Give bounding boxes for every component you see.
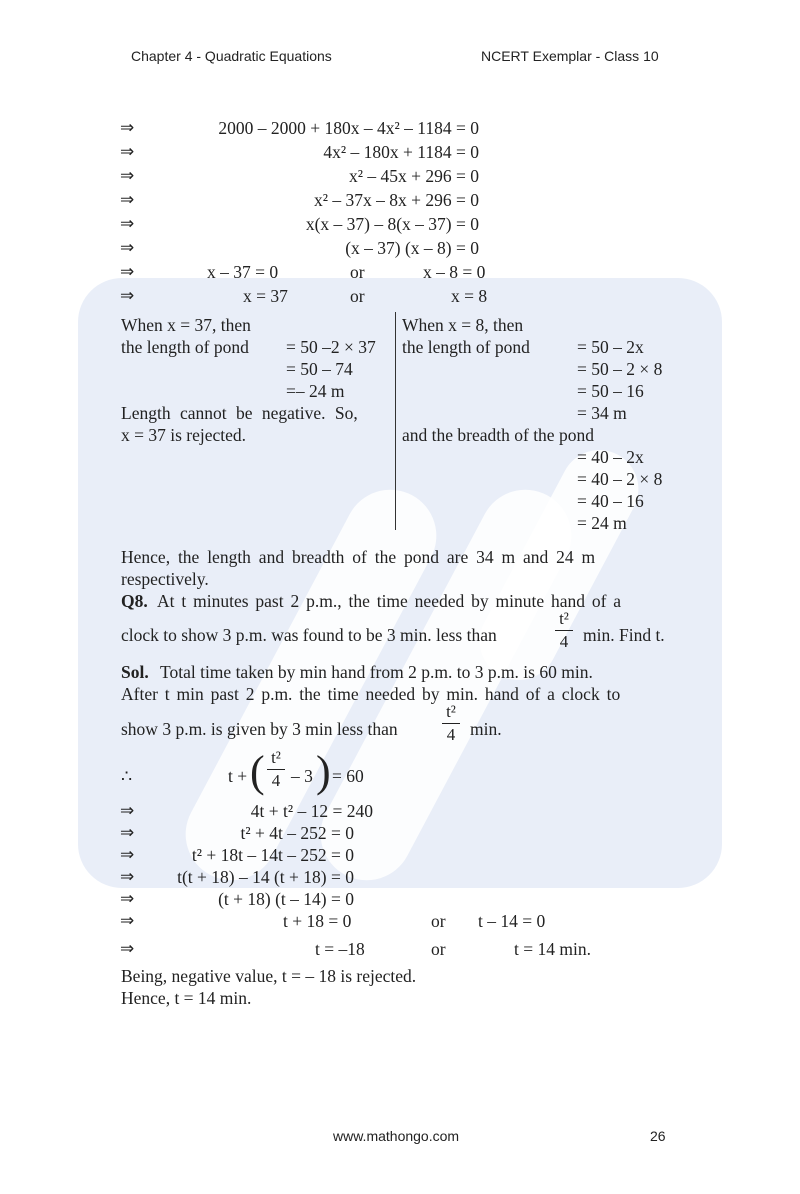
equation-line: t² + 18t – 14t – 252 = 0: [191, 845, 354, 865]
left-parenthesis: (: [250, 747, 265, 796]
calc-line: = 40 – 2 × 8: [577, 469, 663, 489]
solution-text: show 3 p.m. is given by 3 min less than: [121, 719, 398, 739]
rejection-text: Length cannot be negative. So,: [121, 403, 358, 423]
implies-symbol: ⇒: [120, 911, 135, 930]
breadth-label: and the breadth of the pond: [402, 425, 594, 445]
or-word: or: [350, 286, 365, 306]
equation-line: (t + 18) (t – 14) = 0: [218, 889, 354, 909]
calc-line: = 50 – 74: [286, 359, 353, 379]
root-value: t = –18: [315, 939, 365, 959]
solution-text: After t min past 2 p.m. the time needed by min. hand of a clock to: [121, 684, 621, 704]
fraction-bar: [442, 723, 460, 724]
implies-symbol: ⇒: [120, 823, 135, 842]
implies-symbol: ⇒: [120, 166, 135, 185]
implies-symbol: ⇒: [120, 286, 135, 305]
equation-line: t(t + 18) – 14 (t + 18) = 0: [177, 867, 354, 887]
calc-line: = 50 – 16: [577, 381, 644, 401]
rejection-text: x = 37 is rejected.: [121, 425, 247, 445]
column-divider: [395, 312, 396, 530]
root-equation: x – 37 = 0: [207, 262, 279, 282]
root-equation: t – 14 = 0: [478, 911, 546, 931]
equation-line: t² + 4t – 252 = 0: [240, 823, 354, 843]
fraction-t2-over-4: [267, 749, 285, 790]
fraction-bar: [555, 630, 573, 631]
fraction-t2-over-4: [555, 610, 573, 651]
book-header: NCERT Exemplar - Class 10: [481, 48, 659, 64]
equation-line: x² – 45x + 296 = 0: [349, 166, 479, 186]
fraction-numerator: t²: [446, 702, 456, 721]
implies-symbol: ⇒: [120, 845, 135, 864]
length-label: the length of pond: [402, 337, 530, 357]
solution-text: min.: [470, 719, 502, 739]
calc-line: =– 24 m: [286, 381, 345, 401]
calc-line: = 24 m: [577, 513, 627, 533]
or-word: or: [431, 939, 446, 959]
question-text: min. Find t.: [583, 625, 665, 645]
calc-line: = 50 – 2 × 8: [577, 359, 663, 379]
fraction-denominator: 4: [446, 725, 456, 744]
equation-line: x(x – 37) – 8(x – 37) = 0: [305, 214, 479, 234]
right-parenthesis: ): [316, 747, 331, 796]
equation-line: x² – 37x – 8x + 296 = 0: [314, 190, 479, 210]
calc-line: = 50 – 2x: [577, 337, 644, 357]
question-label: Q8.: [121, 591, 148, 611]
length-label: the length of pond: [121, 337, 249, 357]
fraction-numerator: t²: [559, 609, 569, 628]
calc-line: = 40 – 16: [577, 491, 644, 511]
root-equation: t + 18 = 0: [283, 911, 352, 931]
or-word: or: [431, 911, 446, 931]
conclusion-text: Being, negative value, t = – 18 is rejected.: [121, 966, 417, 986]
implies-symbol: ⇒: [120, 939, 135, 958]
therefore-symbol: ∴: [121, 766, 133, 786]
fraction-numerator: t²: [271, 748, 281, 767]
root-equation: x – 8 = 0: [423, 262, 486, 282]
calc-line: = 40 – 2x: [577, 447, 644, 467]
fraction-denominator: 4: [271, 771, 281, 790]
fraction-bar: [267, 769, 285, 770]
implies-symbol: ⇒: [120, 867, 135, 886]
implies-symbol: ⇒: [120, 190, 135, 209]
calc-line: = 50 –2 × 37: [286, 337, 376, 357]
solution-text: Total time taken by min hand from 2 p.m. to 3 p.m. is 60 min.: [160, 662, 593, 682]
answer-text: Hence, the length and breadth of the pond are 34 m and 24 m: [121, 547, 596, 567]
root-value: t = 14 min.: [514, 939, 591, 959]
solution-label: Sol.: [121, 662, 149, 682]
implies-symbol: ⇒: [120, 142, 135, 161]
footer-website: www.mathongo.com: [333, 1128, 460, 1144]
equation-line: 4x² – 180x + 1184 = 0: [323, 142, 479, 162]
equation-part: = 60: [332, 766, 364, 786]
equation-line: (x – 37) (x – 8) = 0: [345, 238, 479, 258]
implies-symbol: ⇒: [120, 889, 135, 908]
chapter-header: Chapter 4 - Quadratic Equations: [131, 48, 332, 64]
implies-symbol: ⇒: [120, 214, 135, 233]
root-value: x = 8: [451, 286, 488, 306]
question-text: At t minutes past 2 p.m., the time needed by minute hand of a: [157, 591, 622, 611]
page-number: 26: [650, 1128, 666, 1144]
answer-text: respectively.: [121, 569, 209, 589]
equation-part: – 3: [291, 766, 313, 786]
case-heading: When x = 37, then: [121, 315, 251, 335]
equation-part: t +: [228, 766, 248, 786]
fraction-t2-over-4: [442, 703, 460, 744]
equation-line: 2000 – 2000 + 180x – 4x² – 1184 = 0: [218, 118, 479, 138]
root-value: x = 37: [243, 286, 288, 306]
question-text: clock to show 3 p.m. was found to be 3 min. less than: [121, 625, 497, 645]
implies-symbol: ⇒: [120, 801, 135, 820]
fraction-denominator: 4: [559, 632, 569, 651]
implies-symbol: ⇒: [120, 238, 135, 257]
calc-line: = 34 m: [577, 403, 627, 423]
equation-line: 4t + t² – 12 = 240: [250, 801, 373, 821]
case-heading: When x = 8, then: [402, 315, 524, 335]
or-word: or: [350, 262, 365, 282]
implies-symbol: ⇒: [120, 118, 135, 137]
implies-symbol: ⇒: [120, 262, 135, 281]
conclusion-text: Hence, t = 14 min.: [121, 988, 252, 1008]
